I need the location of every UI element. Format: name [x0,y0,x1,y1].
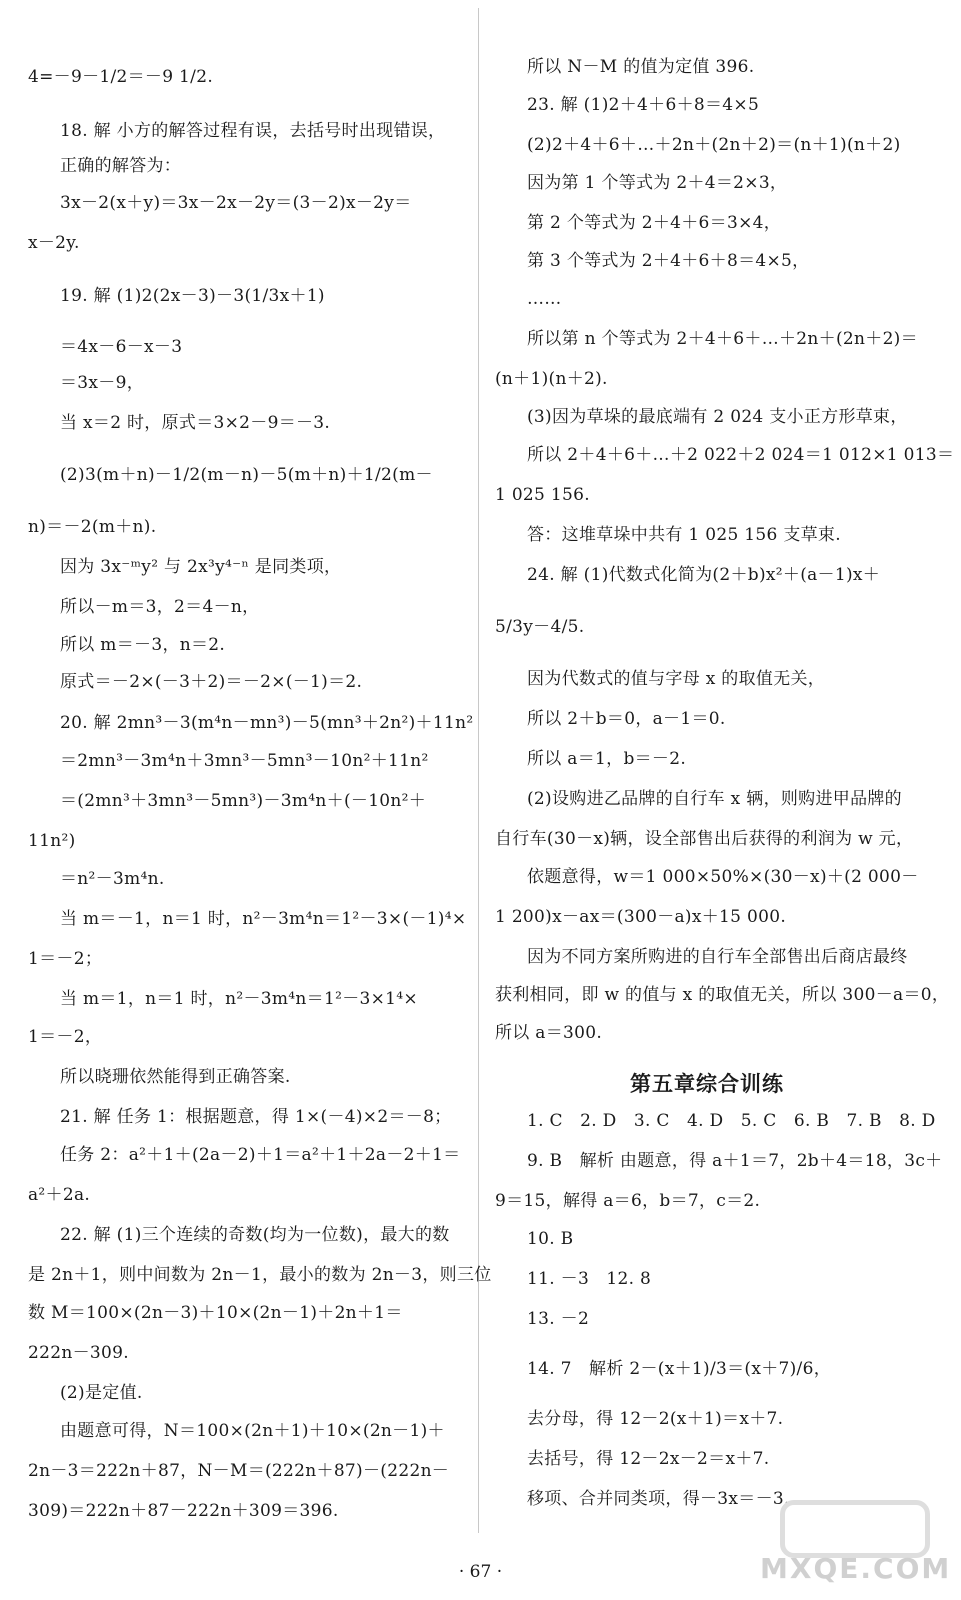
text-line: 9＝15，解得 a＝6，b＝7，c＝2. [495,1191,761,1211]
text-line: 所以 a＝300. [495,1023,603,1043]
text-line: ＝3x－9， [60,373,145,393]
column-divider [478,8,479,1533]
text-line: 答：这堆草垛中共有 1 025 156 支草束. [527,525,841,545]
text-line: ＝(2mn³＋3mn³－5mn³)－3m⁴n＋(－10n²＋ [60,791,427,811]
text-line: 当 m＝－1，n＝1 时，n²－3m⁴n＝1²－3×(－1)⁴× [60,909,467,929]
text-line: 1＝－2； [28,949,103,969]
text-line: 因为第 1 个等式为 2＋4＝2×3， [527,173,788,193]
text-line: ＝4x－6－x－3 [60,337,183,357]
text-line: 原式＝－2×(－3＋2)＝－2×(－1)＝2. [60,672,363,692]
text-line: 是 2n＋1，则中间数为 2n－1，最小的数为 2n－3，则三位 [28,1265,492,1285]
text-line: n)＝－2(m＋n). [28,517,157,537]
text-line: 因为 3x⁻ᵐy² 与 2x³y⁴⁻ⁿ 是同类项， [60,557,342,577]
text-line: 获利相同，即 w 的值与 x 的取值无关，所以 300－a＝0， [495,985,950,1005]
text-line: 21. 解 任务 1：根据题意，得 1×(－4)×2＝－8； [60,1107,452,1127]
text-line: 所以 2＋4＋6＋…＋2 022＋2 024＝1 012×1 013＝ [527,445,955,465]
text-line: 任务 2：a²＋1＋(2a－2)＋1＝a²＋1＋2a－2＋1＝ [60,1145,461,1165]
watermark-logo [760,1500,952,1595]
text-line: x－2y. [28,233,80,253]
text-line: ＝2mn³－3m⁴n＋3mn³－5mn³－10n²＋11n² [60,751,429,771]
text-line: 去括号，得 12－2x－2＝x＋7. [527,1449,770,1469]
text-line: (2)2＋4＋6＋…＋2n＋(2n＋2)＝(n＋1)(n＋2) [527,135,901,155]
text-line: 11. －3 12. 8 [527,1269,652,1289]
text-line: 20. 解 2mn³－3(m⁴n－mn³)－5(mn³＋2n²)＋11n² [60,713,474,733]
text-line: 1. C 2. D 3. C 4. D 5. C 6. B 7. B 8. D [527,1111,936,1131]
text-line: 19. 解 (1)2(2x－3)－3(1/3x＋1) [60,286,325,306]
text-line: 依题意得，w＝1 000×50%×(30－x)＋(2 000－ [527,867,919,887]
text-line: ＝n²－3m⁴n. [60,869,165,889]
text-line: 所以 m＝－3，n＝2. [60,635,226,655]
text-line: 13. －2 [527,1309,590,1329]
text-line: 所以 2＋b＝0，a－1＝0. [527,709,726,729]
watermark-text: MXQE.COM [760,1552,952,1585]
text-line: 所以－m＝3，2＝4－n， [60,597,260,617]
text-line: 由题意可得，N＝100×(2n＋1)＋10×(2n－1)＋ [60,1421,445,1441]
text-line: 去分母，得 12－2(x＋1)＝x＋7. [527,1409,784,1429]
text-line: 正确的解答为： [60,156,182,176]
text-line: 所以 N－M 的值为定值 396. [527,57,755,77]
text-line: 因为不同方案所购进的自行车全部售出后商店最终 [527,947,908,967]
section-heading: 第五章综合训练 [630,1072,784,1096]
text-line: (2)3(m＋n)－1/2(m－n)－5(m＋n)＋1/2(m－ [60,465,433,485]
text-line: 222n－309. [28,1343,129,1363]
text-line: 4=－9－1/2＝－9 1/2. [28,67,214,87]
text-line: 第 3 个等式为 2＋4＋6＋8＝4×5， [527,251,810,271]
watermark-icon [780,1500,930,1558]
text-line: 9. B 解析 由题意，得 a＋1＝7，2b＋4＝18，3c＋ [527,1151,943,1171]
text-line: 所以第 n 个等式为 2＋4＋6＋…＋2n＋(2n＋2)＝ [527,329,918,349]
text-line: 309)＝222n＋87－222n＋309＝396. [28,1501,339,1521]
text-line: (3)因为草垛的最底端有 2 024 支小正方形草束， [527,407,908,427]
text-line: 所以晓珊依然能得到正确答案. [60,1067,291,1087]
text-line: 自行车(30－x)辆，设全部售出后获得的利润为 w 元， [495,829,914,849]
text-line: 3x－2(x＋y)＝3x－2x－2y＝(3－2)x－2y＝ [60,193,412,213]
text-line: 23. 解 (1)2＋4＋6＋8＝4×5 [527,95,760,115]
text-line: (n＋1)(n＋2). [495,369,608,389]
text-line: 所以 a＝1，b＝－2. [527,749,687,769]
text-line: 1 200)x－ax＝(300－a)x＋15 000. [495,907,787,927]
text-line: 第 2 个等式为 2＋4＋6＝3×4， [527,213,782,233]
text-line: 当 m＝1，n＝1 时，n²－3m⁴n＝1²－3×1⁴× [60,989,418,1009]
text-line: 14. 7 解析 2－(x＋1)/3＝(x＋7)/6， [527,1359,831,1379]
text-line: a²＋2a. [28,1185,91,1205]
text-line: 5/3y－4/5. [495,617,585,637]
text-line: 2n－3＝222n＋87，N－M＝(222n＋87)－(222n－ [28,1461,450,1481]
text-line: 11n²) [28,831,76,851]
text-line: 24. 解 (1)代数式化简为(2＋b)x²＋(a－1)x＋ [527,565,881,585]
text-line: 18. 解 小方的解答过程有误，去括号时出现错误， [60,121,446,141]
text-line: (2)是定值. [60,1383,143,1403]
page-number: · 67 · [458,1562,503,1582]
text-line: 1＝－2， [28,1027,103,1047]
text-line: 22. 解 (1)三个连续的奇数(均为一位数)，最大的数 [60,1225,450,1245]
text-line: (2)设购进乙品牌的自行车 x 辆，则购进甲品牌的 [527,789,902,809]
text-line: …… [527,289,562,309]
text-line: 10. B [527,1229,574,1249]
text-line: 1 025 156. [495,485,590,505]
text-line: 当 x＝2 时，原式＝3×2－9＝－3. [60,413,331,433]
text-line: 移项、合并同类项，得－3x＝－3. [527,1489,790,1509]
text-line: 因为代数式的值与字母 x 的取值无关， [527,669,826,689]
text-line: 数 M＝100×(2n－3)＋10×(2n－1)＋2n＋1＝ [28,1303,403,1323]
